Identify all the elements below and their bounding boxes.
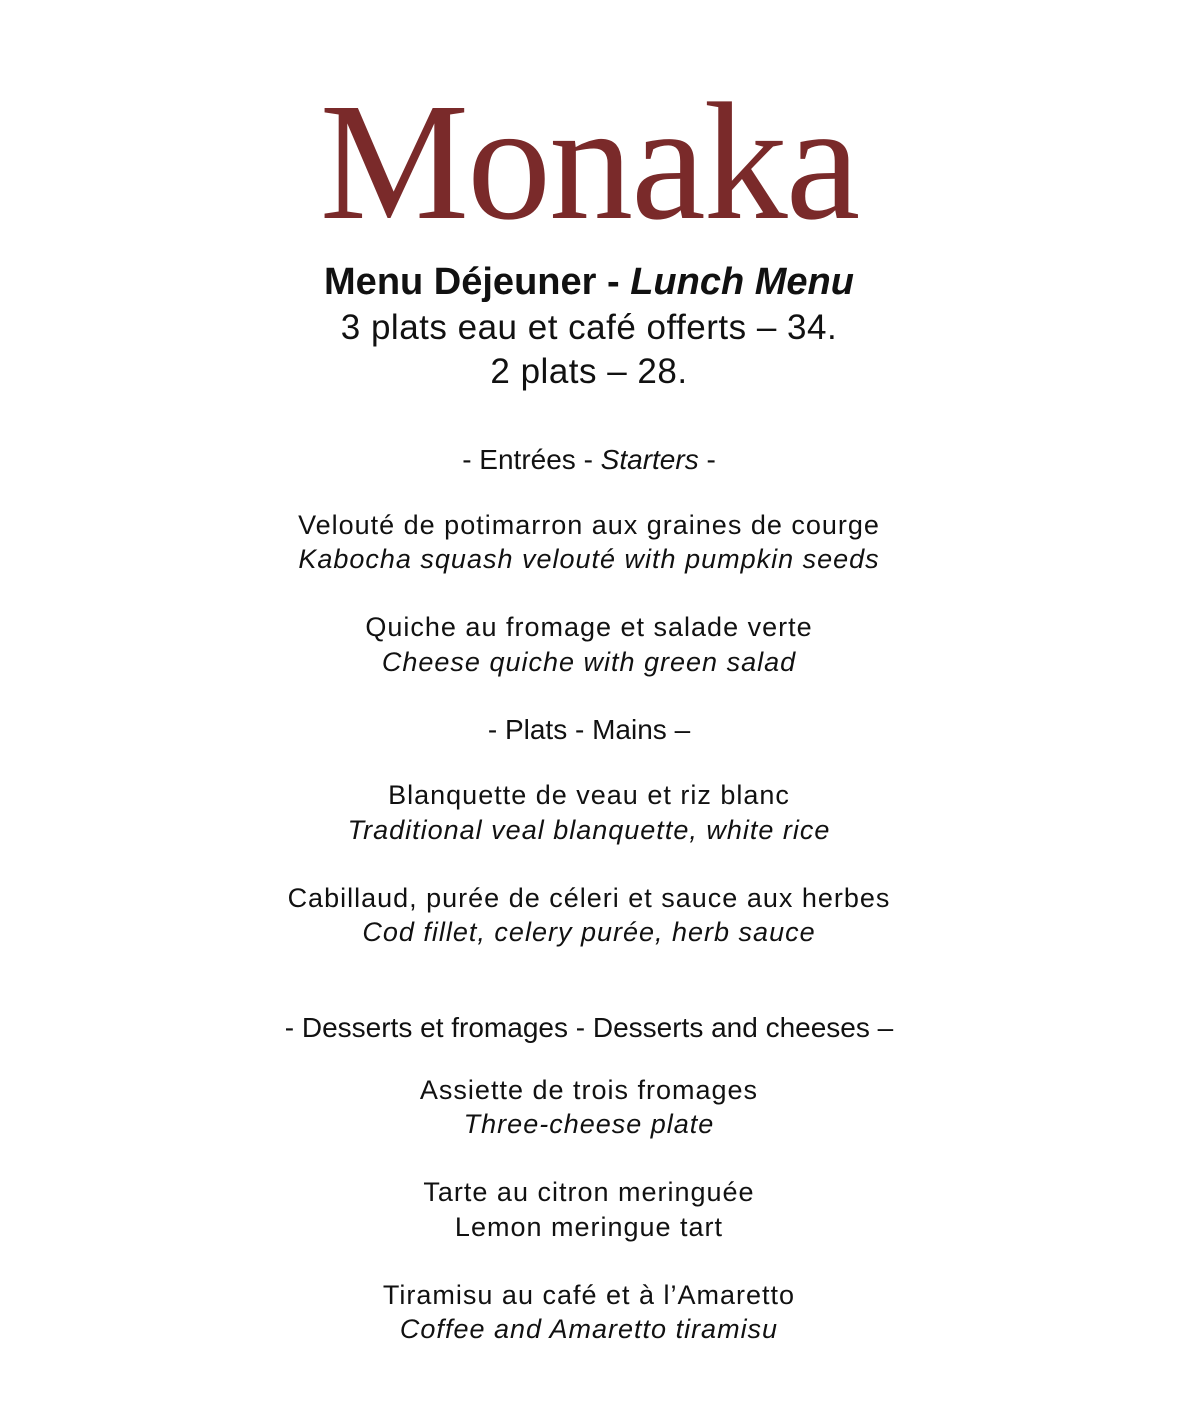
dish-name-en: Lemon meringue tart (454, 1212, 724, 1242)
dish-name-en: Coffee and Amaretto tiramisu (399, 1314, 779, 1344)
menu-title-fr: Menu Déjeuner - (324, 261, 631, 303)
dish-name-fr: Cabillaud, purée de céleri et sauce aux herbes (287, 883, 891, 913)
dish-name-en: Traditional veal blanquette, white rice (347, 815, 831, 845)
section-heading-mains: - Plats - Mains – (487, 714, 691, 745)
dish-name-en: Cheese quiche with green salad (381, 647, 797, 677)
dish-name-fr: Velouté de potimarron aux graines de courge (298, 510, 880, 540)
dish-name-fr: Tiramisu au café et à l’Amaretto (382, 1280, 796, 1310)
dish-name-fr: Quiche au fromage et salade verte (365, 612, 813, 642)
brand-logo: Monaka (319, 69, 859, 255)
starters-heading-en: Starters (600, 444, 699, 475)
dish-name-fr: Tarte au citron meringuée (423, 1177, 755, 1207)
starters-heading-fr: - Entrées - (462, 444, 601, 475)
section-heading-desserts: - Desserts et fromages - Desserts and cheeses – (284, 1012, 894, 1043)
section-heading-starters (0, 442, 1178, 478)
price-line-three-courses: 3 plats eau et café offerts – 34. (340, 308, 838, 347)
price-line-two-courses: 2 plats – 28. (490, 352, 688, 391)
dish-name-en: Three-cheese plate (463, 1109, 715, 1139)
dish-name-en: Cod fillet, celery purée, herb sauce (362, 917, 816, 947)
dish-name-en: Kabocha squash velouté with pumpkin seeds (298, 544, 880, 574)
starters-heading-end: - (698, 444, 716, 475)
dish-name-fr: Assiette de trois fromages (419, 1075, 759, 1105)
menu-title (0, 258, 1178, 306)
menu-title-en: Lunch Menu (630, 261, 854, 303)
dish-name-fr: Blanquette de veau et riz blanc (388, 780, 790, 810)
